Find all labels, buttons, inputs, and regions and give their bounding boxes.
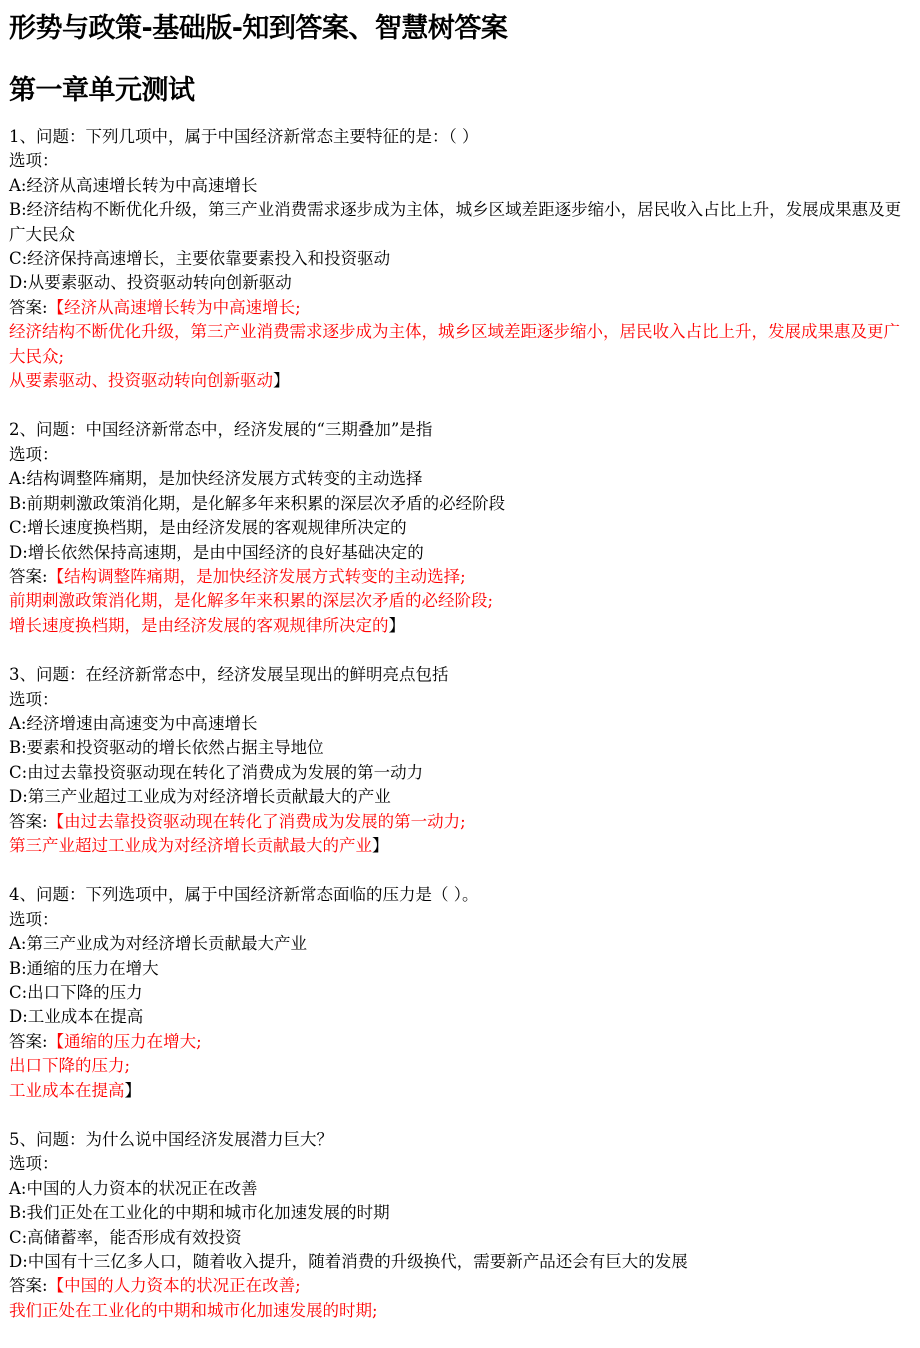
answer-text: 经济结构不断优化升级，第三产业消费需求逐步成为主体，城乡区域差距逐步缩小，居民收入占比上升，发展成果惠及更广大民众; (9, 322, 900, 366)
answer-text: 第三产业超过工业成为对经济增长贡献最大的产业 (9, 835, 372, 855)
option-item: D:增长依然保持高速期，是由中国经济的良好基础决定的 (9, 542, 424, 562)
answer-text: 工业成本在提高 (9, 1080, 125, 1100)
option-item: B:我们正处在工业化的中期和城市化加速发展的时期 (9, 1203, 390, 1223)
answer-text: 通缩的压力在增大; (64, 1031, 202, 1051)
answer-label: 答案: (9, 1276, 48, 1296)
question-stem (9, 663, 909, 687)
question-number: 4、问题： (9, 885, 86, 905)
answer-text: 经济从高速增长转为中高速增长; (64, 297, 301, 317)
option-item: C:出口下降的压力 (9, 983, 143, 1002)
option-item: A:经济从高速增长转为中高速增长 (9, 175, 258, 195)
answer-close-bracket: 】 (388, 615, 405, 635)
question-text: 在经济新常态中，经济发展呈现出的鲜明亮点包括 (85, 665, 449, 685)
answer-line (9, 1054, 909, 1078)
answer-line (9, 565, 909, 589)
option-item: B:经济结构不断优化升级，第三产业消费需求逐步成为主体，城乡区域差距逐步缩小，居民收入占比上升，发展成果惠及更广大民众 (9, 200, 902, 244)
answer-line (9, 320, 909, 369)
question-number: 2、问题： (9, 420, 86, 440)
answer-close-bracket: 】 (124, 1080, 141, 1100)
answer-text: 由过去靠投资驱动现在转化了消费成为发展的第一动力; (64, 811, 466, 831)
answer-line (9, 834, 909, 858)
question-stem (9, 418, 909, 442)
question-text: 下列几项中，属于中国经济新常态主要特征的是：（ ） (85, 127, 479, 146)
answer-close-bracket: 】 (273, 371, 290, 391)
options-label: 选项： (9, 444, 59, 464)
answer-label: 答案: (9, 566, 48, 586)
option-item: C:经济保持高速增长，主要依靠要素投入和投资驱动 (9, 249, 391, 269)
answer-open-bracket: 【 (47, 1276, 65, 1296)
answer-line (9, 614, 909, 638)
question-stem (9, 125, 909, 149)
question-block (9, 1128, 909, 1323)
answer-text: 出口下降的压力; (9, 1056, 131, 1076)
answer-line (9, 810, 909, 834)
question-block (9, 125, 909, 393)
option-item: A:中国的人力资本的状况正在改善 (9, 1178, 258, 1198)
question-block (9, 883, 909, 1103)
option-item: D:第三产业超过工业成为对经济增长贡献最大的产业 (9, 787, 391, 807)
question-number: 3、问题： (9, 665, 86, 685)
chapter-title: 第一章单元测试 (9, 75, 195, 106)
answer-text: 前期刺激政策消化期，是化解多年来积累的深层次矛盾的必经阶段; (9, 591, 494, 611)
answer-line (9, 1030, 909, 1054)
answer-text: 结构调整阵痛期，是加快经济发展方式转变的主动选择; (64, 566, 466, 586)
option-item: C:增长速度换档期，是由经济发展的客观规律所决定的 (9, 518, 407, 538)
options-label: 选项： (9, 151, 59, 171)
answer-open-bracket: 【 (47, 811, 65, 831)
option-item: A:第三产业成为对经济增长贡献最大产业 (9, 934, 307, 954)
answer-line (9, 1299, 909, 1323)
question-text: 中国经济新常态中，经济发展的“三期叠加”是指 (85, 420, 433, 440)
answer-label: 答案: (9, 1031, 48, 1051)
answer-line (9, 589, 909, 613)
question-stem (9, 1128, 909, 1152)
question-number: 1、问题： (9, 127, 86, 146)
option-item: D:中国有十三亿多人口，随着收入提升，随着消费的升级换代，需要新产品还会有巨大的发展 (9, 1252, 688, 1272)
answer-text: 从要素驱动、投资驱动转向创新驱动 (9, 371, 273, 391)
option-item: C:由过去靠投资驱动现在转化了消费成为发展的第一动力 (9, 762, 424, 782)
options-label: 选项： (9, 909, 59, 929)
answer-label: 答案: (9, 297, 48, 317)
answer-close-bracket: 】 (372, 835, 389, 855)
answer-line (9, 296, 909, 320)
document-title: 形势与政策-基础版-知到答案、智慧树答案 (9, 13, 508, 44)
answer-line (9, 1274, 909, 1298)
answer-open-bracket: 【 (47, 297, 65, 317)
answer-line (9, 369, 909, 393)
question-list (9, 125, 909, 1323)
options-label: 选项： (9, 689, 59, 709)
document-page (9, 0, 909, 1348)
question-number: 5、问题： (9, 1130, 86, 1150)
question-text: 为什么说中国经济发展潜力巨大？ (85, 1130, 333, 1150)
question-stem (9, 883, 909, 907)
answer-text: 增长速度换档期，是由经济发展的客观规律所决定的 (9, 615, 389, 635)
option-item: C:高储蓄率，能否形成有效投资 (9, 1227, 242, 1247)
option-item: A:结构调整阵痛期，是加快经济发展方式转变的主动选择 (9, 469, 423, 489)
answer-text: 中国的人力资本的状况正在改善; (64, 1276, 301, 1296)
answer-open-bracket: 【 (47, 1031, 65, 1051)
answer-label: 答案: (9, 811, 48, 831)
option-item: A:经济增速由高速变为中高速增长 (9, 713, 258, 733)
question-block (9, 418, 909, 638)
option-item: B:要素和投资驱动的增长依然占据主导地位 (9, 738, 324, 758)
question-text: 下列选项中，属于中国经济新常态面临的压力是（ ）。 (85, 885, 479, 905)
options-label: 选项： (9, 1154, 59, 1174)
option-item: B:通缩的压力在增大 (9, 958, 159, 978)
option-item: B:前期刺激政策消化期，是化解多年来积累的深层次矛盾的必经阶段 (9, 493, 506, 513)
question-block (9, 663, 909, 858)
answer-text: 我们正处在工业化的中期和城市化加速发展的时期; (9, 1300, 378, 1320)
answer-open-bracket: 【 (47, 566, 65, 586)
option-item: D:从要素驱动、投资驱动转向创新驱动 (9, 273, 292, 293)
answer-line (9, 1079, 909, 1103)
option-item: D:工业成本在提高 (9, 1007, 144, 1027)
